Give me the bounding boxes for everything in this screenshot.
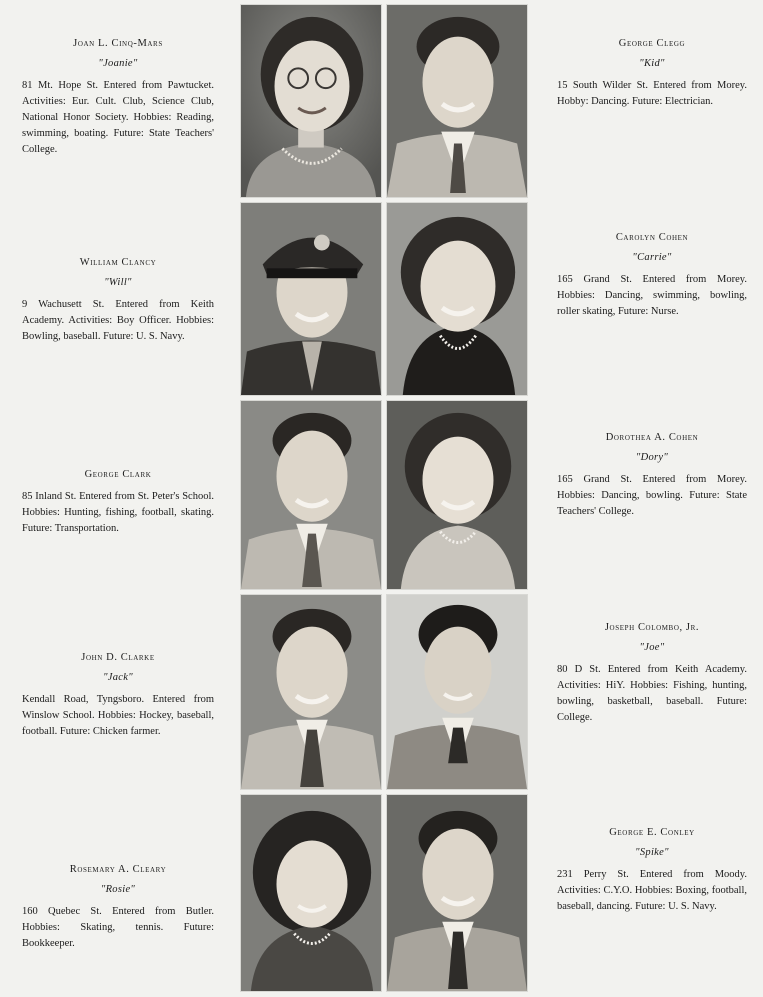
portrait-cleary — [240, 794, 382, 992]
student-name: Joseph Colombo, Jr. — [604, 622, 700, 633]
student-nickname: "Rosie" — [100, 884, 136, 895]
student-bio: 160 Quebec St. Entered from Butler. Hobbies: Skating, tennis. Future: Bookkeeper. — [22, 906, 214, 949]
student-nickname: "Jack" — [103, 672, 133, 683]
student-name: Dorothea A. Cohen — [605, 432, 699, 443]
student-bio: 85 Inland St. Entered from St. Peter's School. Hobbies: Hunting, fishing, football, skating. Future: Transportation. — [22, 491, 214, 534]
portrait-clegg — [386, 4, 528, 198]
entry-conley — [557, 825, 747, 915]
student-name: Rosemary A. Cleary — [69, 864, 167, 875]
student-nickname: "Carrie" — [632, 252, 672, 263]
portrait-cinq-mars — [240, 4, 382, 198]
portrait-conley — [386, 794, 528, 992]
entry-colombo — [557, 620, 747, 726]
student-bio: Kendall Road, Tyngsboro. Entered from Winslow School. Hobbies: Hockey, baseball, football. Future: Chicken farmer. — [22, 694, 214, 737]
portrait-clark — [240, 400, 382, 590]
student-name: George Clegg — [618, 38, 686, 49]
student-nickname: "Joanie" — [98, 58, 138, 69]
portrait-carolyn-cohen — [386, 202, 528, 396]
student-bio: 165 Grand St. Entered from Morey. Hobbies: Dancing, swimming, bowling, roller skating, Future: Nurse. — [557, 274, 747, 317]
entry-dorothea-cohen — [557, 430, 747, 520]
student-nickname: "Will" — [104, 277, 132, 288]
student-name: John D. Clarke — [81, 652, 155, 663]
portrait-clancy — [240, 202, 382, 396]
student-bio: 9 Wachusett St. Entered from Keith Academy. Activities: Boy Officer. Hobbies: Bowling, baseball. Future: U. S. Navy. — [22, 299, 214, 342]
portrait-colombo — [386, 594, 528, 790]
student-nickname: "Kid" — [639, 58, 665, 69]
entry-carolyn-cohen — [557, 230, 747, 320]
student-bio: 165 Grand St. Entered from Morey. Hobbies: Dancing, bowling. Future: State Teachers' College. — [557, 474, 747, 517]
student-name: Carolyn Cohen — [615, 232, 689, 243]
student-name: George Clark — [84, 469, 152, 480]
entry-clegg — [557, 36, 747, 110]
student-bio: 15 South Wilder St. Entered from Morey. Hobby: Dancing. Future: Electrician. — [557, 80, 747, 107]
student-name: Joan L. Cinq-Mars — [73, 38, 163, 49]
portrait-clarke — [240, 594, 382, 790]
portrait-dorothea-cohen — [386, 400, 528, 590]
entry-clancy — [22, 255, 214, 345]
student-nickname: "Joe" — [639, 642, 665, 653]
entry-clark — [22, 467, 214, 537]
entry-clarke — [22, 650, 214, 740]
student-nickname: "Dory" — [635, 452, 669, 463]
entry-cleary — [22, 862, 214, 952]
student-bio: 231 Perry St. Entered from Moody. Activities: C.Y.O. Hobbies: Boxing, football, baseball, dancing. Future: U. S. Navy. — [557, 869, 747, 912]
student-name: William Clancy — [79, 257, 157, 268]
student-bio: 81 Mt. Hope St. Entered from Pawtucket. Activities: Eur. Cult. Club, Science Club, National Honor Society. Hobbies: Reading, swimming, boating. Future: State Teachers' College. — [22, 80, 214, 155]
student-bio: 80 D St. Entered from Keith Academy. Activities: HiY. Hobbies: Fishing, hunting, bowling, basketball, baseball. Future: College. — [557, 664, 747, 723]
student-nickname: "Spike" — [635, 847, 669, 858]
student-name: George E. Conley — [609, 827, 695, 838]
entry-cinq-mars — [22, 36, 214, 158]
